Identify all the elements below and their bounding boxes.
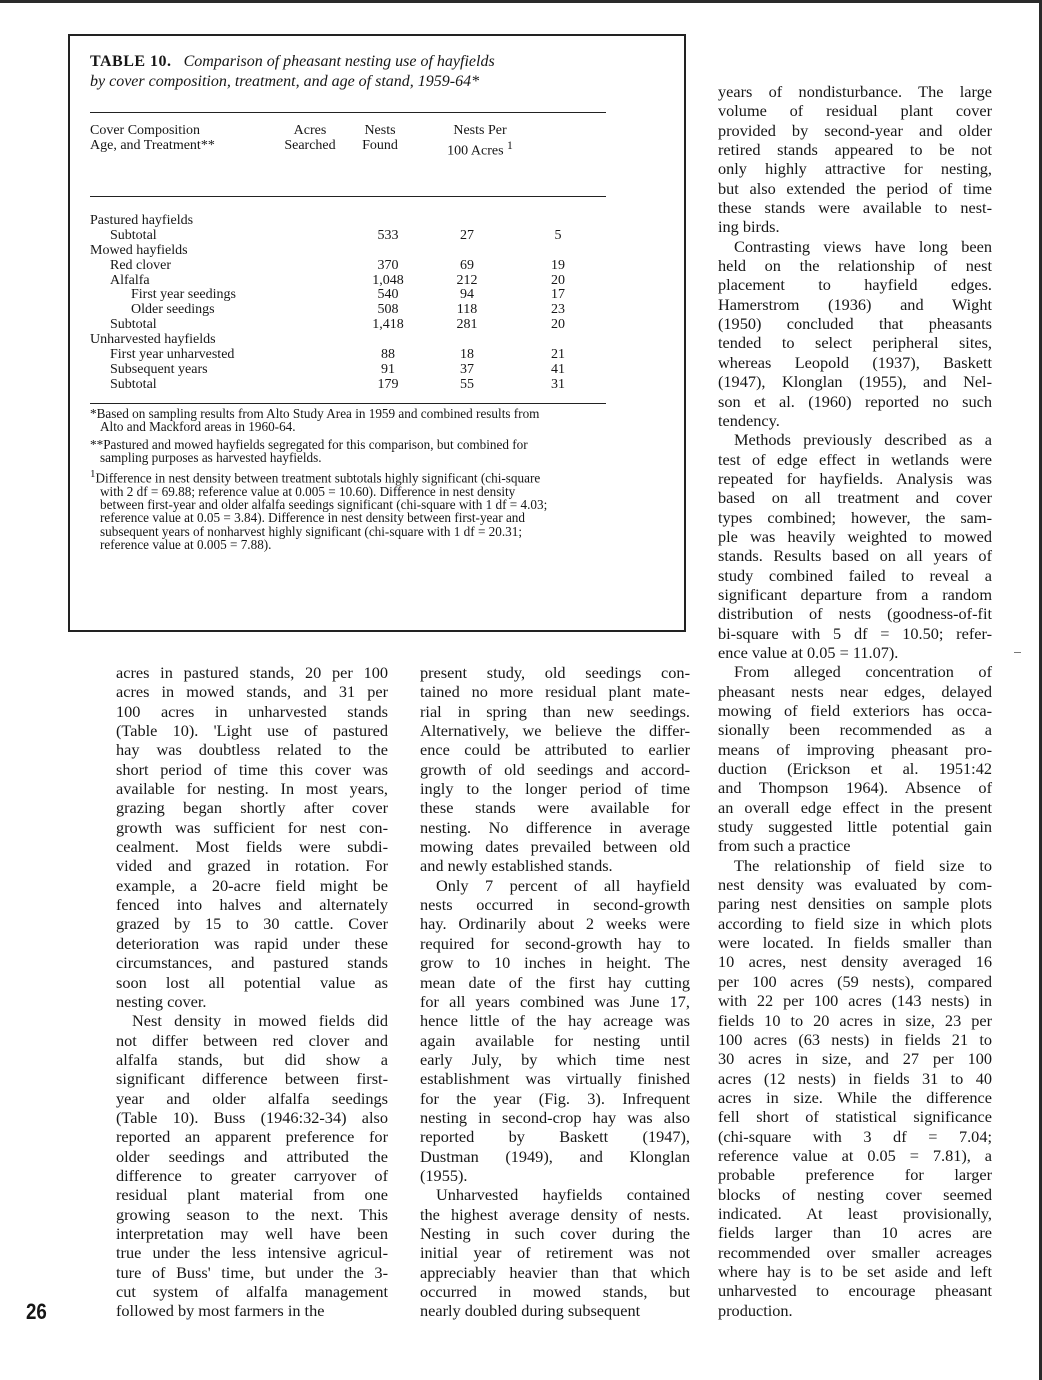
text-line: ture of Buss' time, but under the 3- [116,1262,388,1282]
text-line: Alternatively, we believe the differ- [420,721,690,741]
text-line: study combined failed to reveal a [718,565,992,585]
table-body [90,214,610,393]
table-row [90,214,610,229]
cell-acres: 1,418 [372,317,404,333]
text-column-middle [420,663,690,1321]
text-line: ple was heavily weighted to mowed [718,526,992,546]
header-nests-line2: Found [362,138,398,153]
text-line: deterioration was rapid under these [116,933,388,953]
header-npa-footnote-mark: 1 [507,139,513,152]
text-line: difference to greater carryover of [116,1165,388,1185]
text-line: indicated. At least provisionally, [718,1203,992,1223]
text-line: required for second-growth hay to [420,933,690,953]
row-label: Subtotal [110,376,157,392]
cell-acres: 1,048 [372,272,404,288]
text-line: cealment. Most fields were subdi- [116,837,388,857]
text-line: tained no more residual plant mate- [420,682,690,702]
cell-nests: 18 [460,347,474,363]
cell-per100: 5 [554,227,562,243]
text-line: repeated for hayfields. Analysis was [718,468,992,488]
text-line: acres in mowed stands, and 31 per [116,682,388,702]
row-label: First year seedings [131,287,236,303]
text-line: fenced into halves and alternately [116,895,388,915]
text-line: means of improving pheasant pro- [718,739,992,759]
table-row [90,333,610,348]
table-rule-top [90,112,606,113]
text-line: growth of old seedings and accord- [420,759,690,779]
text-line: mean date of the first hay cutting [420,972,690,992]
row-label: First year unharvested [110,347,235,363]
header-cover-line1: Cover Composition [90,123,201,138]
text-line: bi-square with 5 df = 10.50; refer- [718,623,992,643]
header-cover-line2: Age, and Treatment** [90,138,215,153]
text-line: 100 acres in unharvested stands [116,701,388,721]
text-line: but also extended the period of time [718,178,992,198]
text-line: nests occurred in second-growth [420,895,690,915]
footnote-2: **Pastured and mowed hayfields segregated for this comparison, but combined for sampling purposes as harvested hayfields. [90,436,528,465]
text-line: an overall edge effect in the present [718,797,992,817]
text-line: occurred in mowed stands, but [420,1282,690,1301]
footnote-3-mark: 1 [90,468,96,481]
text-line: not differ between red clover and [116,1030,388,1050]
cell-acres: 88 [381,347,395,363]
table-row [90,318,610,333]
text-line: ingly to the longer period of time [420,779,690,799]
text-column-left [116,663,388,1321]
text-line: (1947), Klonglan (1955), and Nel- [718,372,992,392]
text-line: these stands were available for [420,798,690,818]
text-line: placement to hayfield edges. [718,275,992,295]
text-line: grazed by 15 to 30 cattle. Cover [116,914,388,934]
text-line: hay was doubtless related to the [116,740,388,760]
text-line: duction (Erickson et al. 1951:42 [718,759,992,779]
text-line: blocks of nesting cover seemed [718,1184,992,1204]
text-line: reference value at 0.05 = 7.81), a [718,1145,992,1165]
text-line: ence value at 0.05 = 11.07). [718,642,899,662]
text-line: mowing dates prevailed between old [420,837,690,857]
text-line: vided and grazed in rotation. For [116,856,388,876]
text-line: (1950) concluded that pheasants [718,314,992,334]
row-label: Subtotal [110,227,157,243]
cell-nests: 118 [456,302,478,318]
table-row [90,348,610,363]
cell-per100: 41 [551,361,565,377]
cell-per100: 23 [551,302,565,318]
cell-nests: 212 [456,272,478,288]
text-line: residual plant material from one [116,1185,388,1205]
table-row [90,303,610,318]
text-line: (1955). [420,1165,468,1185]
text-line: hay. Ordinarily about 2 weeks were [420,914,690,934]
text-line: production. [718,1300,793,1320]
text-line: acres (12 nests) in fields 31 to 40 [718,1068,992,1088]
table-row [90,274,610,289]
cell-nests: 281 [456,317,478,333]
text-line: establishment was virtually finished [420,1069,690,1089]
table-footnotes [90,407,560,555]
text-line: study suggested little potential gain [718,817,992,837]
text-line: alfalfa stands, but did show a [116,1049,388,1069]
text-line: sionally been recommended as a [718,720,992,740]
page-edge-top [0,0,1042,3]
text-line: ing birds. [718,217,780,237]
text-line: recommended over smaller acreages [718,1242,992,1262]
cell-nests: 55 [460,376,474,392]
text-line: stands. Results based on all years of [718,546,992,566]
text-line: per 100 acres (59 nests), compared [718,971,992,991]
text-line: grow to 10 inches in height. The [420,953,690,973]
text-line: 100 acres (63 nests) in fields 21 to [718,1029,992,1049]
text-line: (Table 10). Buss (1946:32-34) also [116,1107,388,1127]
cell-acres: 91 [381,361,395,377]
text-line: (chi-square with 3 df = 7.04; [718,1126,992,1146]
cell-acres: 540 [377,287,399,303]
text-line: growing season to the next. This [116,1204,388,1224]
cell-acres: 370 [377,257,399,273]
text-line: The relationship of field size to [734,855,992,875]
text-line: soon lost all potential value as [116,972,388,992]
cell-per100: 31 [551,376,565,392]
text-line: paring nest densities on sample plots [718,894,992,914]
header-npa-line1: Nests Per [453,123,507,138]
row-label: Unharvested hayfields [90,332,216,348]
table-caption-line2: by cover composition, treatment, and age of stand, 1959-64* [90,73,480,90]
text-line: pheasant nests near edges, delayed [718,681,992,701]
text-line: with 22 per 100 acres (143 nests) in [718,991,992,1011]
table-caption-line1: Comparison of pheasant nesting use of hayfields [183,53,495,70]
text-line: volume of residual plant cover [718,101,992,121]
table-label: TABLE 10. [90,53,172,70]
text-line: hence little of the hay acreage was [420,1011,690,1031]
text-line: Nesting in such cover during the [420,1223,690,1243]
cell-acres: 508 [377,302,399,318]
text-line: followed by most farmers in the [116,1301,325,1321]
text-line: unharvested to encourage pheasant [718,1281,992,1301]
text-line: fields 10 to 20 acres in size, 23 per [718,1010,992,1030]
text-line: Nest density in mowed fields did [132,1011,388,1031]
text-line: example, a 20-acre field might be [116,875,388,895]
text-line: tendency. [718,410,780,430]
header-acres-line2: Searched [284,138,336,153]
text-line: according to field size in which plots [718,913,992,933]
text-line: tended to select peripheral sites, [718,333,992,353]
header-npa-line2: 100 Acres [447,143,504,159]
cell-nests: 69 [460,257,474,273]
text-line: true under the less intensive agricul- [116,1243,388,1263]
text-line: initial year of retirement was not [420,1243,690,1263]
table-title [90,52,610,92]
text-line: based on all treatment and cover [718,488,992,508]
text-line: nearly doubled during subsequent [420,1301,641,1321]
text-line: grazing began shortly after cover [116,798,388,818]
text-line: were located. In fields smaller than [718,933,992,953]
row-label: Red clover [110,257,172,273]
cell-acres: 533 [377,227,399,243]
header-nests-line1: Nests [364,123,396,138]
text-line: test of edge effect in wetlands were [718,449,992,469]
margin-mark [1014,652,1021,653]
text-line: acres in size. While the difference [718,1087,992,1107]
text-line: Unharvested hayfields contained [436,1185,690,1205]
table-row [90,363,610,378]
text-line: ence could be attributed to earlier [420,740,690,760]
text-line: Only 7 percent of all hayfield [436,875,690,895]
text-line: and Thompson 1964). Absence of [718,778,992,798]
text-line: probable preference for larger [718,1165,992,1185]
row-label: Subsequent years [110,361,208,377]
cell-per100: 20 [551,272,565,288]
text-line: only highly attractive for nesting, [718,159,992,179]
footnote-3-text: Difference in nest density between treatment subtotals highly significant (chi-square with 2 df = 69.88; reference value at 0.005 = 10.60). Difference in nest density between first-year and older alfalfa seedings significant (chi-square with 1 df = 4.03; reference value at 0.05 = 3.84). Difference in nest density between first-year and subsequent years of nonharvest highly significant (chi-square with 1 df = 20.31; reference value at 0.005 = 7.88). [95,470,548,553]
header-nests-per-100 [430,123,530,159]
text-line: significant difference between first- [116,1069,388,1089]
text-line: nesting cover. [116,991,207,1011]
text-line: from such a practice [718,836,851,856]
text-line: rial in spring than new seedings. [420,701,690,721]
text-line: From alleged concentration of [734,662,992,682]
text-line: held on the relationship of nest [718,256,992,276]
text-line: types combined; however, the sam- [718,507,992,527]
text-line: available for nesting. In most years, [116,779,388,799]
text-line: mowing of field exteriors has occa- [718,701,992,720]
header-acres [270,123,350,153]
row-label: Alfalfa [110,272,150,288]
text-line: 10 acres, nest density averaged 16 [718,952,992,972]
header-cover [90,123,290,153]
text-line: growth was sufficient for nest con- [116,817,388,837]
cell-nests: 37 [460,361,474,377]
text-line: nest density was evaluated by com- [718,875,992,895]
text-line: again available for nesting until [420,1030,690,1050]
cell-per100: 19 [551,257,565,273]
text-line: early July, by which time nest [420,1049,690,1069]
footnote-3 [90,468,560,551]
text-line: acres in pastured stands, 20 per 100 [116,663,388,682]
cell-per100: 20 [551,317,565,333]
text-line: reported an apparent preference for [116,1127,388,1147]
text-line: (Table 10). 'Light use of pastured [116,721,388,741]
table-rule-header [90,196,606,197]
table-row [90,259,610,274]
text-line: these stands were available to nest- [718,198,992,218]
cell-nests: 94 [460,287,474,303]
page-number: 26 [26,1299,47,1324]
text-line: and newly established stands. [420,856,613,876]
table-rule-bottom [90,403,606,404]
row-label: Mowed hayfields [90,242,188,258]
table-row [90,229,610,244]
text-line: fields larger than 10 acres are [718,1223,992,1243]
text-line: years of nondisturbance. The large [718,82,992,101]
table-row [90,288,610,303]
row-label: Subtotal [110,317,157,333]
text-line: 30 acres in size, and 27 per 100 [718,1049,992,1069]
text-line: for the year (Fig. 3). Infrequent [420,1088,690,1108]
text-line: retired stands appeared to be not [718,140,992,160]
row-label: Older seedings [131,302,215,318]
text-line: short period of time this cover was [116,759,388,779]
row-label: Pastured hayfields [90,213,194,228]
header-acres-line1: Acres [293,123,327,138]
table-row [90,378,610,393]
text-line: older seedings and attributed the [116,1146,388,1166]
text-line: Contrasting views have long been [734,236,992,256]
text-line: Methods previously described as a [734,430,992,450]
text-line: circumstances, and pastured stands [116,953,388,973]
text-line: son et al. (1960) reported no such [718,391,992,411]
text-line: nesting. No difference in average [420,817,690,837]
header-nests [345,123,415,153]
cell-nests: 27 [460,227,474,243]
text-line: where hay is to be set aside and left [718,1261,992,1281]
text-line: reported by Baskett (1947), [420,1127,690,1147]
text-line: whereas Leopold (1937), Baskett [718,352,992,372]
text-line: nesting in second-crop hay was also [420,1107,690,1127]
text-line: Dustman (1949), and Klonglan [420,1146,690,1166]
text-line: provided by second-year and older [718,120,992,140]
cell-acres: 179 [377,376,399,392]
cell-per100: 21 [551,347,565,363]
text-line: year and older alfalfa seedings [116,1088,388,1108]
text-line: cut system of alfalfa management [116,1282,388,1301]
cell-per100: 17 [551,287,565,303]
text-line: significant departure from a random [718,584,992,604]
text-column-right [718,82,992,1320]
table-row [90,244,610,259]
text-line: distribution of nests (goodness-of-fit [718,604,992,624]
text-line: interpretation may well have been [116,1223,388,1243]
text-line: fell short of statistical significance [718,1107,992,1127]
text-line: appreciably heavier than that which [420,1262,690,1282]
text-line: the highest average density of nests. [420,1204,690,1224]
text-line: for all years combined was June 17, [420,991,690,1011]
text-line: Hamerstrom (1936) and Wight [718,294,992,314]
text-line: present study, old seedings con- [420,663,690,682]
footnote-1: *Based on sampling results from Alto Study Area in 1959 and combined results from Alto and Mackford areas in 1960-64. [90,406,540,435]
